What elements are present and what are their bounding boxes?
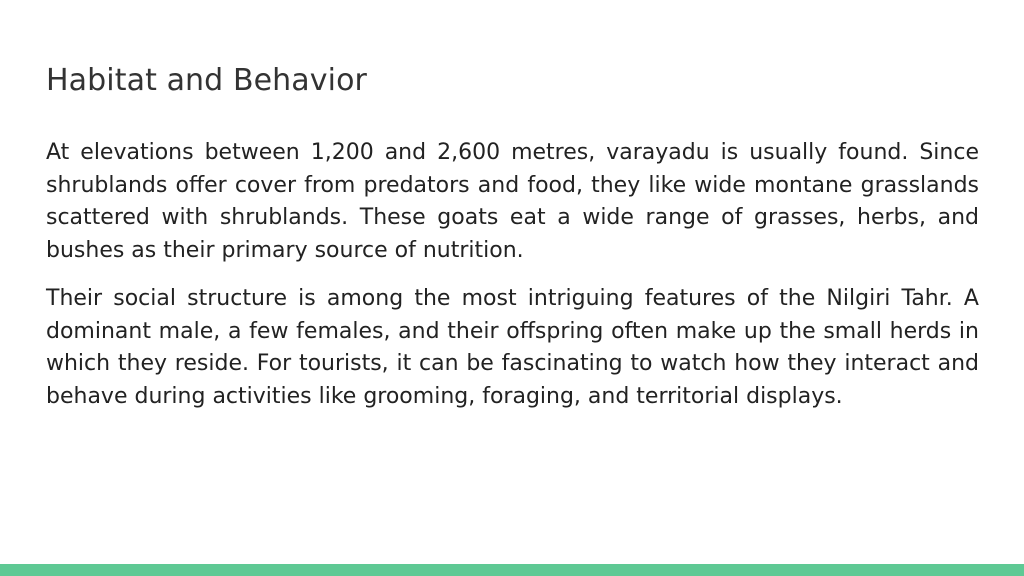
habitat-paragraph: At elevations between 1,200 and 2,600 metres, varayadu is usually found. Since shrublands offer cover from predators and food, they like wide montane grasslands scattered with shrublands. These goats eat a wide range of grasses, herbs, and bushes as their primary source of nutrition. <box>46 140 979 263</box>
bottom-accent-bar <box>0 564 1024 576</box>
slide-body <box>46 137 979 413</box>
behavior-paragraph: Their social structure is among the most intriguing features of the Nilgiri Tahr. A dominant male, a few females, and their offspring often make up the small herds in which they reside. For tourists, it can be fascinating to watch how they interact and behave during activities like grooming, foraging, and territorial displays. <box>46 286 979 409</box>
slide-title: Habitat and Behavior <box>46 63 367 98</box>
